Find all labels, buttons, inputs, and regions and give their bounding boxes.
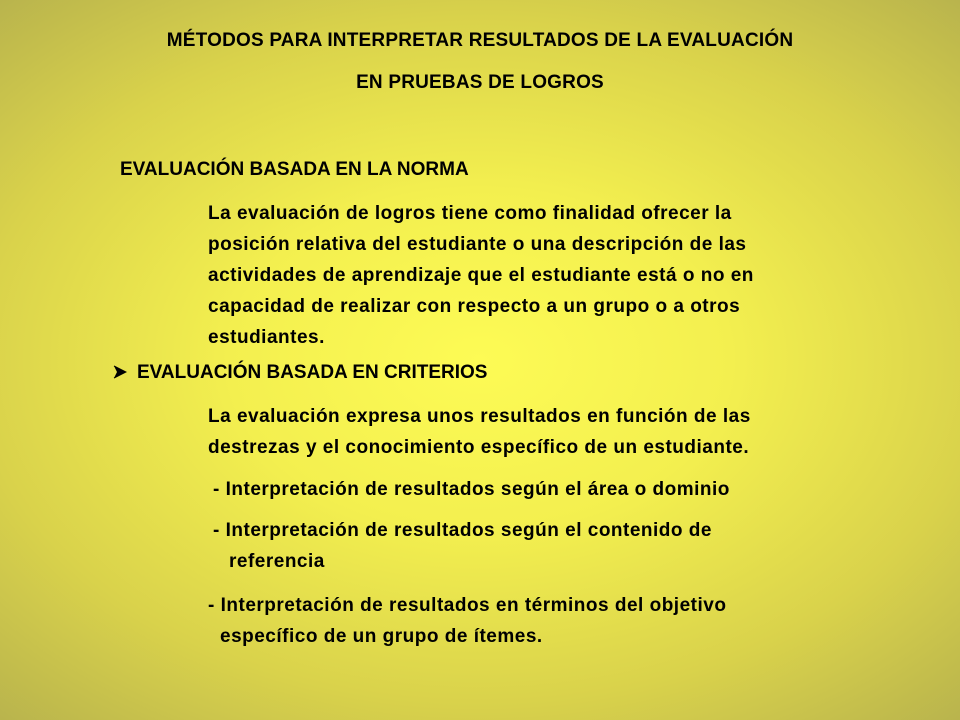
list-item-contenido-referencia [213,515,712,577]
heading-label: EVALUACIÓN BASADA EN CRITERIOS [137,362,488,383]
list-item-line: específico de un grupo de ítemes. [220,626,543,647]
paragraph-line: estudiantes. [208,327,325,348]
list-item-line: - Interpretación de resultados según el área o dominio [213,479,730,500]
paragraph-line: destrezas y el conocimiento específico de un estudiante. [208,437,750,458]
list-item-area-dominio [213,474,730,505]
paragraph-line: La evaluación expresa unos resultados en función de las [208,406,751,427]
paragraph-line: capacidad de realizar con respecto a un grupo o a otros [208,296,741,317]
list-item-line: referencia [229,551,325,572]
paragraph-criterios [208,401,751,463]
heading-evaluacion-norma: EVALUACIÓN BASADA EN LA NORMA [120,159,469,180]
title-line-1: MÉTODOS PARA INTERPRETAR RESULTADOS DE LA EVALUACIÓN [166,30,794,51]
title-line-2: EN PRUEBAS DE LOGROS [356,72,604,93]
paragraph-norma [208,198,754,353]
paragraph-line: La evaluación de logros tiene como finalidad ofrecer la [208,203,732,224]
list-item-line: - Interpretación de resultados en términos del objetivo [208,595,727,616]
paragraph-line: actividades de aprendizaje que el estudiante está o no en [208,265,754,286]
paragraph-line: posición relativa del estudiante o una descripción de las [208,234,747,255]
arrow-bullet-icon [113,365,127,379]
list-item-objetivo-especifico [208,590,726,652]
heading-evaluacion-criterios [113,362,487,384]
list-item-line: - Interpretación de resultados según el contenido de [213,520,712,541]
